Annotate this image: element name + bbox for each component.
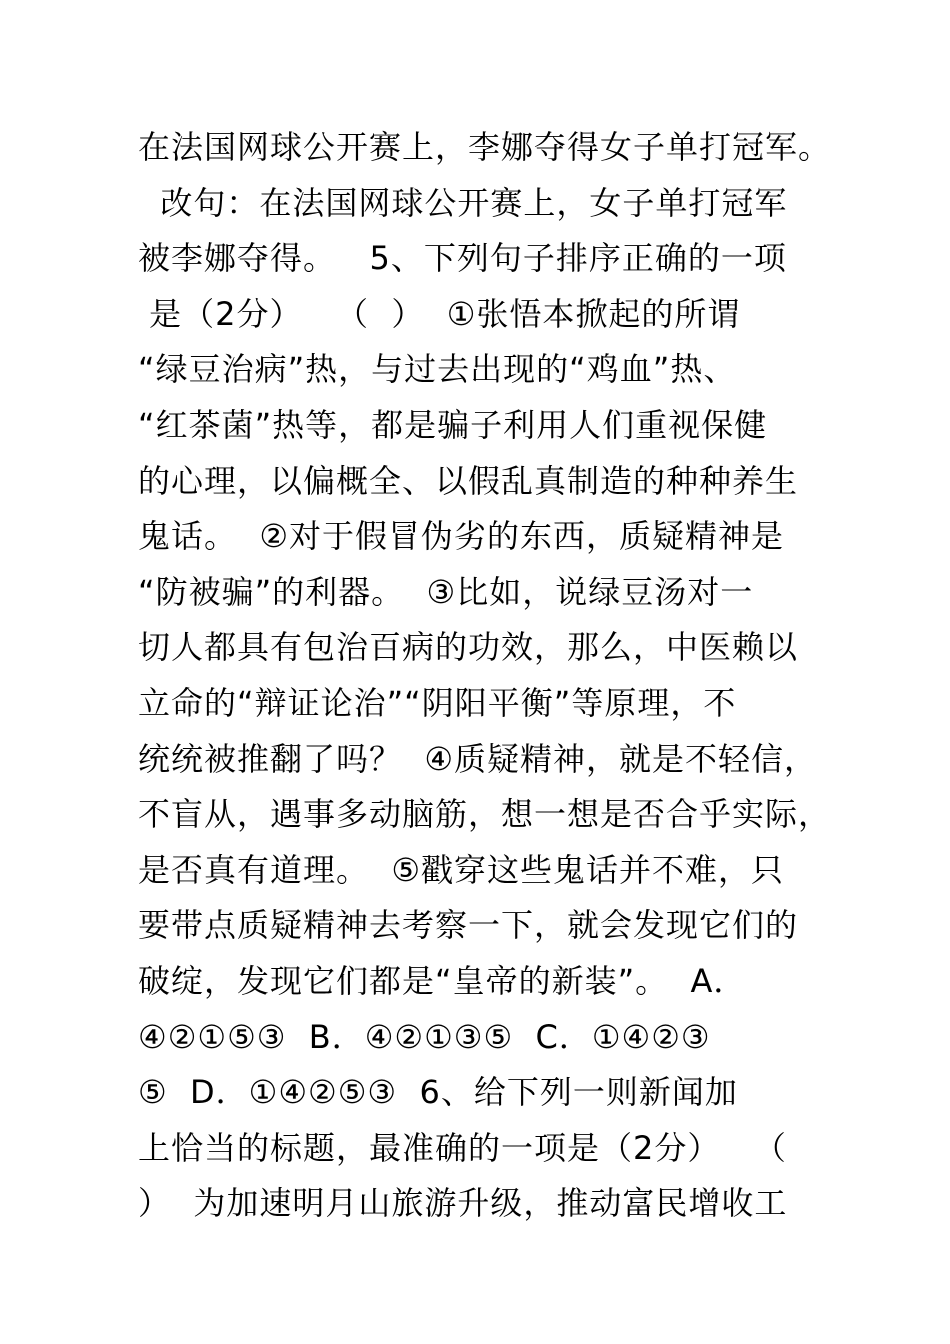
- text-line-19: 上恰当的标题，最准确的一项是（2分） （: [138, 1128, 787, 1167]
- text-line-20: ） 为加速明月山旅游升级，推动富民增收工: [138, 1184, 788, 1223]
- text-line-7: 的心理，以偏概全、以假乱真制造的种种养生: [138, 461, 799, 500]
- text-line-2: 改句：在法国网球公开赛上，女子单打冠军: [138, 183, 788, 222]
- text-line-5: “绿豆治病”热，与过去出现的“鸡血”热、: [138, 350, 737, 389]
- text-line-4: 是（2分） （ ） ①张悟本掀起的所谓: [138, 294, 741, 333]
- text-line-6: “红茶菌”热等，都是骗子利用人们重视保健: [138, 405, 768, 444]
- text-line-14: 是否真有道理。 ⑤戳穿这些鬼话并不难，只: [138, 850, 785, 889]
- text-line-11: 立命的“辩证论治”“阴阳平衡”等原理，不: [138, 683, 737, 722]
- text-line-8: 鬼话。 ②对于假冒伪劣的东西，质疑精神是: [138, 517, 785, 556]
- text-line-17: ④②①⑤③ B．④②①③⑤ C．①④②③: [138, 1017, 711, 1056]
- document-body: [138, 120, 838, 1232]
- text-line-18: ⑤ D．①④②⑤③ 6、给下列一则新闻加: [138, 1073, 738, 1112]
- text-line-16: 破绽，发现它们都是“皇帝的新装”。 A．: [138, 961, 747, 1000]
- text-line-12: 统统被推翻了吗？ ④质疑精神，就是不轻信，: [138, 739, 818, 778]
- text-line-10: 切人都具有包治百病的功效，那么，中医赖以: [138, 628, 799, 667]
- text-line-9: “防被骗”的利器。 ③比如，说绿豆汤对一: [138, 572, 754, 611]
- text-line-3: 被李娜夺得。 5、下列句子排序正确的一项: [138, 239, 787, 278]
- text-line-13: 不盲从，遇事多动脑筋，想一想是否合乎实际，: [138, 795, 832, 834]
- text-line-15: 要带点质疑精神去考察一下，就会发现它们的: [138, 906, 799, 945]
- text-line-1: 在法国网球公开赛上，李娜夺得女子单打冠军。: [138, 128, 832, 166]
